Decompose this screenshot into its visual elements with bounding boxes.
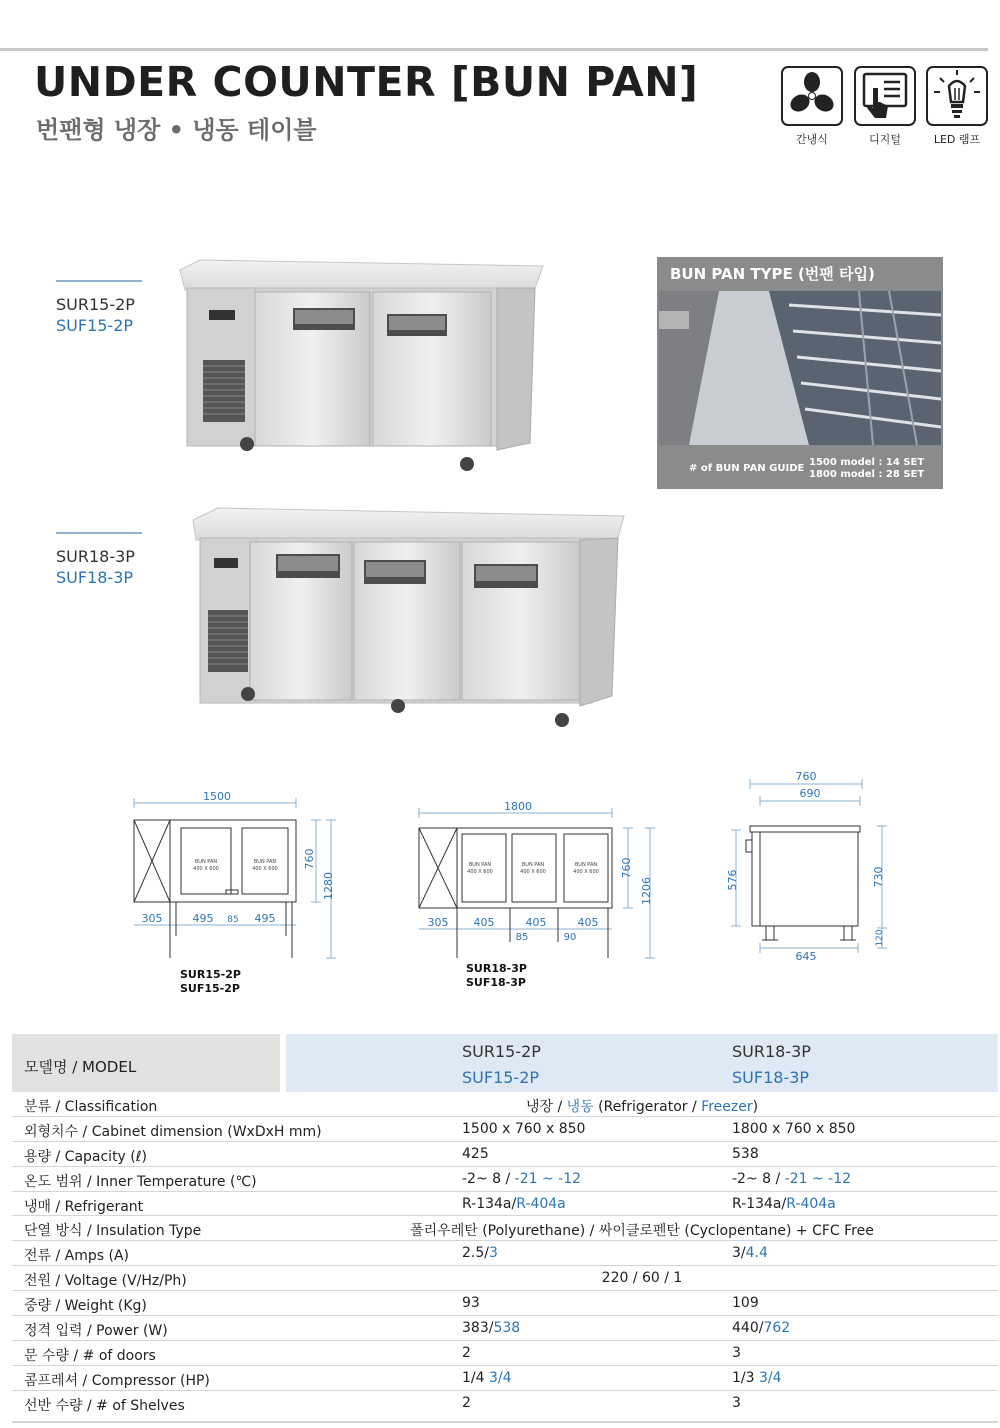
row-value-2: -2~ 8 / -21 ~ -12 <box>732 1170 852 1187</box>
row-classification <box>12 1092 998 1117</box>
row-value-2: 3/4.4 <box>732 1245 768 1262</box>
pan-label: BUN PAN <box>521 862 545 868</box>
model-col-1 <box>462 1039 541 1091</box>
row-value-1: 383/538 <box>462 1320 521 1337</box>
row-compressor <box>12 1366 998 1391</box>
dimension-drawing-1500 <box>126 786 340 964</box>
caption-frz: SUF18-3P <box>466 976 526 989</box>
row-value-2: 109 <box>732 1295 759 1312</box>
row-value-1: R-134a/R-404a <box>462 1195 566 1212</box>
row-label: 외형치수 / Cabinet dimension (WxDxH mm) <box>24 1123 322 1140</box>
dim-w4: 405 <box>577 916 599 929</box>
row-value-1: 1500 x 760 x 850 <box>462 1120 586 1137</box>
row-value-2: 1800 x 760 x 850 <box>732 1120 856 1137</box>
row-shelves <box>12 1391 998 1416</box>
feature-label: 간냉식 <box>796 133 828 146</box>
row-value-2: 1/3 3/4 <box>732 1369 782 1386</box>
dim-w3: 85 <box>227 915 239 925</box>
spec-header <box>12 1034 998 1092</box>
dimension-drawing-1800 <box>414 796 660 962</box>
col1-ref: SUR15-2P <box>462 1042 541 1061</box>
row-label: 중량 / Weight (Kg) <box>24 1298 147 1315</box>
dim-width: 1500 <box>203 790 231 803</box>
dim-height-total: 1206 <box>640 877 653 905</box>
top-rule <box>0 48 988 51</box>
dim-h-inner: 576 <box>726 869 739 891</box>
spec-table <box>12 1034 998 1416</box>
dim-h-leg: 120 <box>875 929 885 947</box>
bun-pan-guide-values <box>809 457 924 481</box>
row-value: 220 / 60 / 1 <box>601 1270 683 1287</box>
row-value-2: 3 <box>732 1344 741 1361</box>
dimension-caption-1500 <box>180 968 241 996</box>
dim-height-total: 1280 <box>322 872 335 900</box>
dim-gap1: 85 <box>515 932 529 943</box>
ref-model-name: SUR15-2P <box>56 295 135 314</box>
pan-size: 400 X 600 <box>252 866 278 872</box>
row-value-1: 93 <box>462 1295 480 1312</box>
row-doors <box>12 1341 998 1366</box>
row-value-1: 1/4 3/4 <box>462 1369 512 1386</box>
feature-forced-air <box>781 66 843 147</box>
row-insulation <box>12 1216 998 1241</box>
pan-size: 400 X 600 <box>193 866 219 872</box>
product-label-1800 <box>56 532 142 588</box>
product-label-1500 <box>56 280 142 336</box>
bottom-rule <box>12 1421 998 1423</box>
page-title: UNDER COUNTER [BUN PAN] <box>34 58 699 106</box>
row-value-1: 2 <box>462 1394 471 1411</box>
row-voltage <box>12 1266 998 1291</box>
row-value-1: -2~ 8 / -21 ~ -12 <box>462 1170 582 1187</box>
digital-touch-icon <box>856 68 914 124</box>
row-label: 전원 / Voltage (V/Hz/Ph) <box>24 1273 187 1290</box>
bun-pan-photo <box>659 291 941 445</box>
row-capacity <box>12 1142 998 1167</box>
caption-ref: SUR18-3P <box>466 962 527 975</box>
col2-frz: SUF18-3P <box>732 1068 810 1087</box>
pan-label: BUN PAN <box>194 859 218 865</box>
caption-ref: SUR15-2P <box>180 968 241 981</box>
row-value-2: 440/762 <box>732 1320 791 1337</box>
dim-depth-inner: 690 <box>799 787 821 800</box>
model-header-label: 모델명 / MODEL <box>12 1034 280 1092</box>
row-dimension <box>12 1117 998 1142</box>
pan-size: 400 X 600 <box>573 869 599 875</box>
row-amps <box>12 1241 998 1266</box>
pan-label: BUN PAN <box>468 862 492 868</box>
col2-ref: SUR18-3P <box>732 1042 811 1061</box>
product-image-2-door <box>175 258 550 476</box>
row-value-1: 2.5/3 <box>462 1245 498 1262</box>
dim-height-top: 760 <box>620 857 633 879</box>
dim-w1: 305 <box>427 916 449 929</box>
dim-w4: 495 <box>254 912 276 925</box>
row-label: 온도 범위 / Inner Temperature (℃) <box>24 1173 257 1190</box>
product-image-3-door <box>188 506 628 732</box>
row-value-1: 2 <box>462 1344 471 1361</box>
row-value-1: 425 <box>462 1145 489 1162</box>
pan-size: 400 X 600 <box>467 869 493 875</box>
col1-frz: SUF15-2P <box>462 1068 540 1087</box>
row-value-2: 3 <box>732 1394 741 1411</box>
dim-w3: 405 <box>525 916 547 929</box>
dim-depth-outer: 760 <box>795 770 817 783</box>
ref-model-name: SUR18-3P <box>56 547 135 566</box>
pan-label: BUN PAN <box>574 862 598 868</box>
row-refrigerant <box>12 1192 998 1217</box>
fan-icon <box>783 68 841 124</box>
dim-w2: 495 <box>192 912 214 925</box>
feature-led <box>926 66 988 147</box>
frz-model-name: SUF15-2P <box>56 316 134 335</box>
row-power <box>12 1316 998 1341</box>
row-label: 선반 수량 / # of Shelves <box>24 1397 185 1414</box>
dim-h-body: 730 <box>872 866 885 888</box>
guide-1800: 1800 model : 28 SET <box>809 469 925 480</box>
row-value-2: 538 <box>732 1145 759 1162</box>
caption-frz: SUF15-2P <box>180 982 240 995</box>
row-weight <box>12 1291 998 1316</box>
row-label: 정격 입력 / Power (W) <box>24 1323 168 1340</box>
row-label: 전류 / Amps (A) <box>24 1248 130 1265</box>
dim-gap2: 90 <box>563 932 577 943</box>
row-label: 분류 / Classification <box>24 1099 158 1115</box>
dim-width: 1800 <box>504 800 532 813</box>
row-label: 용량 / Capacity (ℓ) <box>24 1148 148 1165</box>
row-label: 단열 방식 / Insulation Type <box>24 1223 202 1240</box>
page-subtitle: 번팬형 냉장 • 냉동 테이블 <box>36 116 317 144</box>
frz-model-name: SUF18-3P <box>56 568 134 587</box>
feature-label: LED 램프 <box>933 133 981 146</box>
model-header-values <box>286 1034 998 1092</box>
bun-pan-title: BUN PAN TYPE (번팬 타입) <box>670 265 875 283</box>
row-label: 콤프레셔 / Compressor (HP) <box>24 1372 210 1389</box>
pan-label: BUN PAN <box>253 859 277 865</box>
dimension-caption-1800 <box>466 962 527 990</box>
pan-size: 400 X 600 <box>520 869 546 875</box>
row-label: 냉매 / Refrigerant <box>24 1198 144 1215</box>
guide-1500: 1500 model : 14 SET <box>809 457 925 468</box>
dim-w2: 405 <box>473 916 495 929</box>
row-label: 문 수량 / # of doors <box>24 1347 156 1364</box>
model-col-2 <box>732 1039 811 1091</box>
led-lamp-icon <box>928 68 986 124</box>
bun-pan-guide-label: # of BUN PAN GUIDE <box>689 463 805 474</box>
row-value: 냉장 / 냉동 (Refrigerator / Freezer) <box>525 1099 759 1115</box>
bun-pan-panel <box>657 257 943 489</box>
dim-depth-bottom: 645 <box>795 950 817 963</box>
dim-w1: 305 <box>141 912 163 925</box>
row-temperature <box>12 1167 998 1192</box>
feature-label: 디지털 <box>869 133 901 146</box>
row-value-2: R-134a/R-404a <box>732 1195 836 1212</box>
dim-height-top: 760 <box>303 848 316 870</box>
feature-digital <box>854 66 916 147</box>
dimension-drawing-side <box>722 766 892 966</box>
row-value: 폴리우레탄 (Polyurethane) / 싸이클로펜탄 (Cyclopentane) + CFC Free <box>410 1223 874 1240</box>
